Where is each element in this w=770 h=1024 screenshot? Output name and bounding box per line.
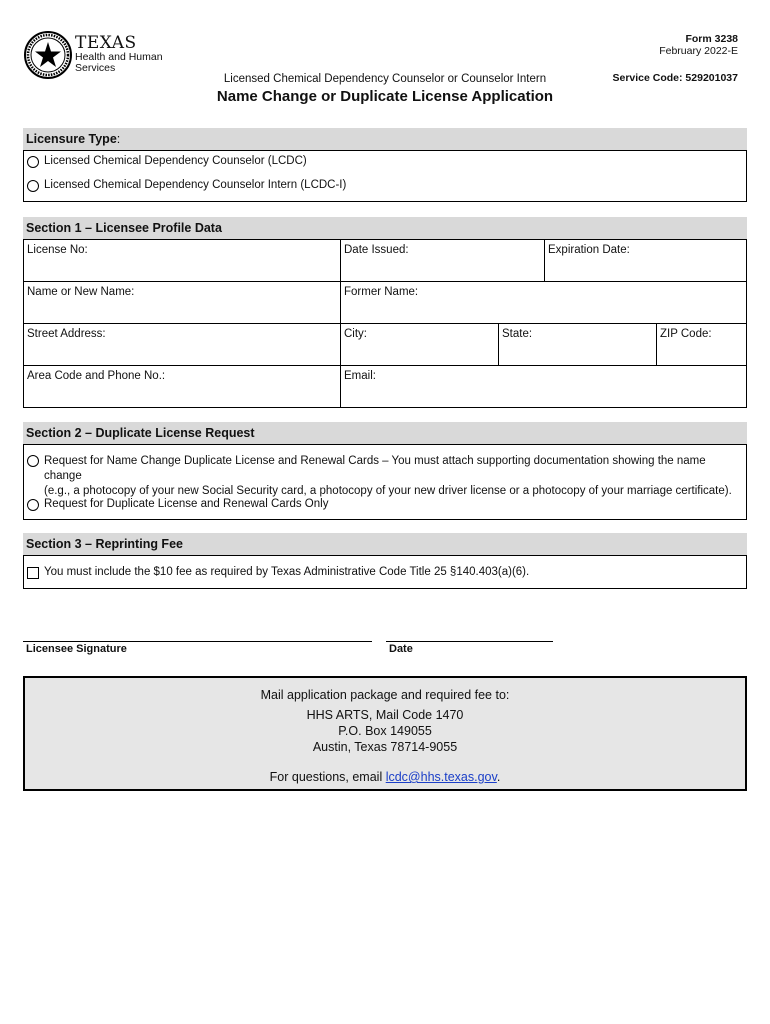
city-field[interactable]: City: <box>341 324 499 366</box>
fee-checkbox-label: You must include the $10 fee as required by Texas Administrative Code Title 25 §140.403(a)(6). <box>44 566 530 578</box>
mail-questions-prefix: For questions, email <box>269 770 386 784</box>
phone-field[interactable]: Area Code and Phone No.: <box>24 366 341 407</box>
licensure-type-box <box>23 150 747 202</box>
section1-header: Section 1 – Licensee Profile Data <box>23 217 747 239</box>
request-name-change-option[interactable] <box>27 454 742 499</box>
form-number: Form 3238 <box>685 33 738 45</box>
request-name-change-note: (e.g., a photocopy of your new Social Security card, a photocopy of your new driver license or a photocopy of your marriage certificate). <box>44 485 732 497</box>
licensure-type-colon: : <box>116 132 121 146</box>
mail-address-line3: Austin, Texas 78714-9055 <box>312 740 458 754</box>
section2-header: Section 2 – Duplicate License Request <box>23 422 747 444</box>
mail-questions <box>25 769 745 785</box>
email-field[interactable]: Email: <box>344 370 376 382</box>
logo-line3: Services <box>75 62 116 74</box>
date-line[interactable] <box>386 641 553 642</box>
form-date: February 2022-E <box>659 45 738 57</box>
form-number-block <box>659 33 738 57</box>
radio-icon[interactable] <box>27 156 39 168</box>
signature-label: Licensee Signature <box>26 643 127 655</box>
zip-code-field[interactable]: ZIP Code: <box>657 324 746 366</box>
request-name-change-label: Request for Name Change Duplicate License and Renewal Cards – You must attach supporting documentation showing the name change <box>44 455 706 482</box>
mail-address-line2: P.O. Box 149055 <box>338 724 432 738</box>
licensee-profile-grid <box>23 239 747 408</box>
request-duplicate-only-option[interactable] <box>27 498 328 511</box>
duplicate-request-box <box>23 444 747 520</box>
contact-email-link[interactable]: lcdc@hhs.texas.gov <box>385 770 497 784</box>
logo-texas: TEXAS <box>75 33 137 53</box>
request-duplicate-only-label: Request for Duplicate License and Renewal Cards Only <box>44 498 329 510</box>
logo-line2: Health and Human <box>75 51 163 63</box>
license-no-field[interactable]: License No: <box>24 240 341 282</box>
licensure-type-heading: Licensure Type <box>26 132 117 146</box>
service-code: Service Code: 529201037 <box>612 72 738 84</box>
mail-intro: Mail application package and required fee to: <box>260 688 510 702</box>
licensure-option-lcdc[interactable] <box>27 155 307 168</box>
mail-address-line1: HHS ARTS, Mail Code 1470 <box>306 708 464 722</box>
radio-icon[interactable] <box>27 180 39 192</box>
reprinting-fee-box <box>23 555 747 589</box>
date-label: Date <box>389 643 413 655</box>
licensure-option-lcdc-i[interactable] <box>27 179 346 192</box>
licensure-type-header <box>23 128 747 150</box>
form-subtitle: Licensed Chemical Dependency Counselor or Counselor Intern <box>223 73 547 85</box>
section3-header: Section 3 – Reprinting Fee <box>23 533 747 555</box>
radio-icon[interactable] <box>27 455 39 467</box>
radio-icon[interactable] <box>27 499 39 511</box>
street-address-field[interactable]: Street Address: <box>24 324 341 366</box>
mail-questions-suffix: . <box>496 770 501 784</box>
former-name-field[interactable]: Former Name: <box>341 282 746 324</box>
fee-checkbox-row[interactable] <box>27 566 529 579</box>
date-issued-field[interactable]: Date Issued: <box>341 240 545 282</box>
name-field[interactable]: Name or New Name: <box>24 282 341 324</box>
mailing-instructions-box <box>23 676 747 791</box>
state-field[interactable]: State: <box>499 324 657 366</box>
expiration-date-field[interactable]: Expiration Date: <box>545 240 746 282</box>
form-title: Name Change or Duplicate License Application <box>216 88 554 105</box>
signature-line[interactable] <box>23 641 372 642</box>
checkbox-icon[interactable] <box>27 567 39 579</box>
licensure-option-label: Licensed Chemical Dependency Counselor Intern (LCDC-I) <box>44 179 347 191</box>
licensure-option-label: Licensed Chemical Dependency Counselor (LCDC) <box>44 155 307 167</box>
